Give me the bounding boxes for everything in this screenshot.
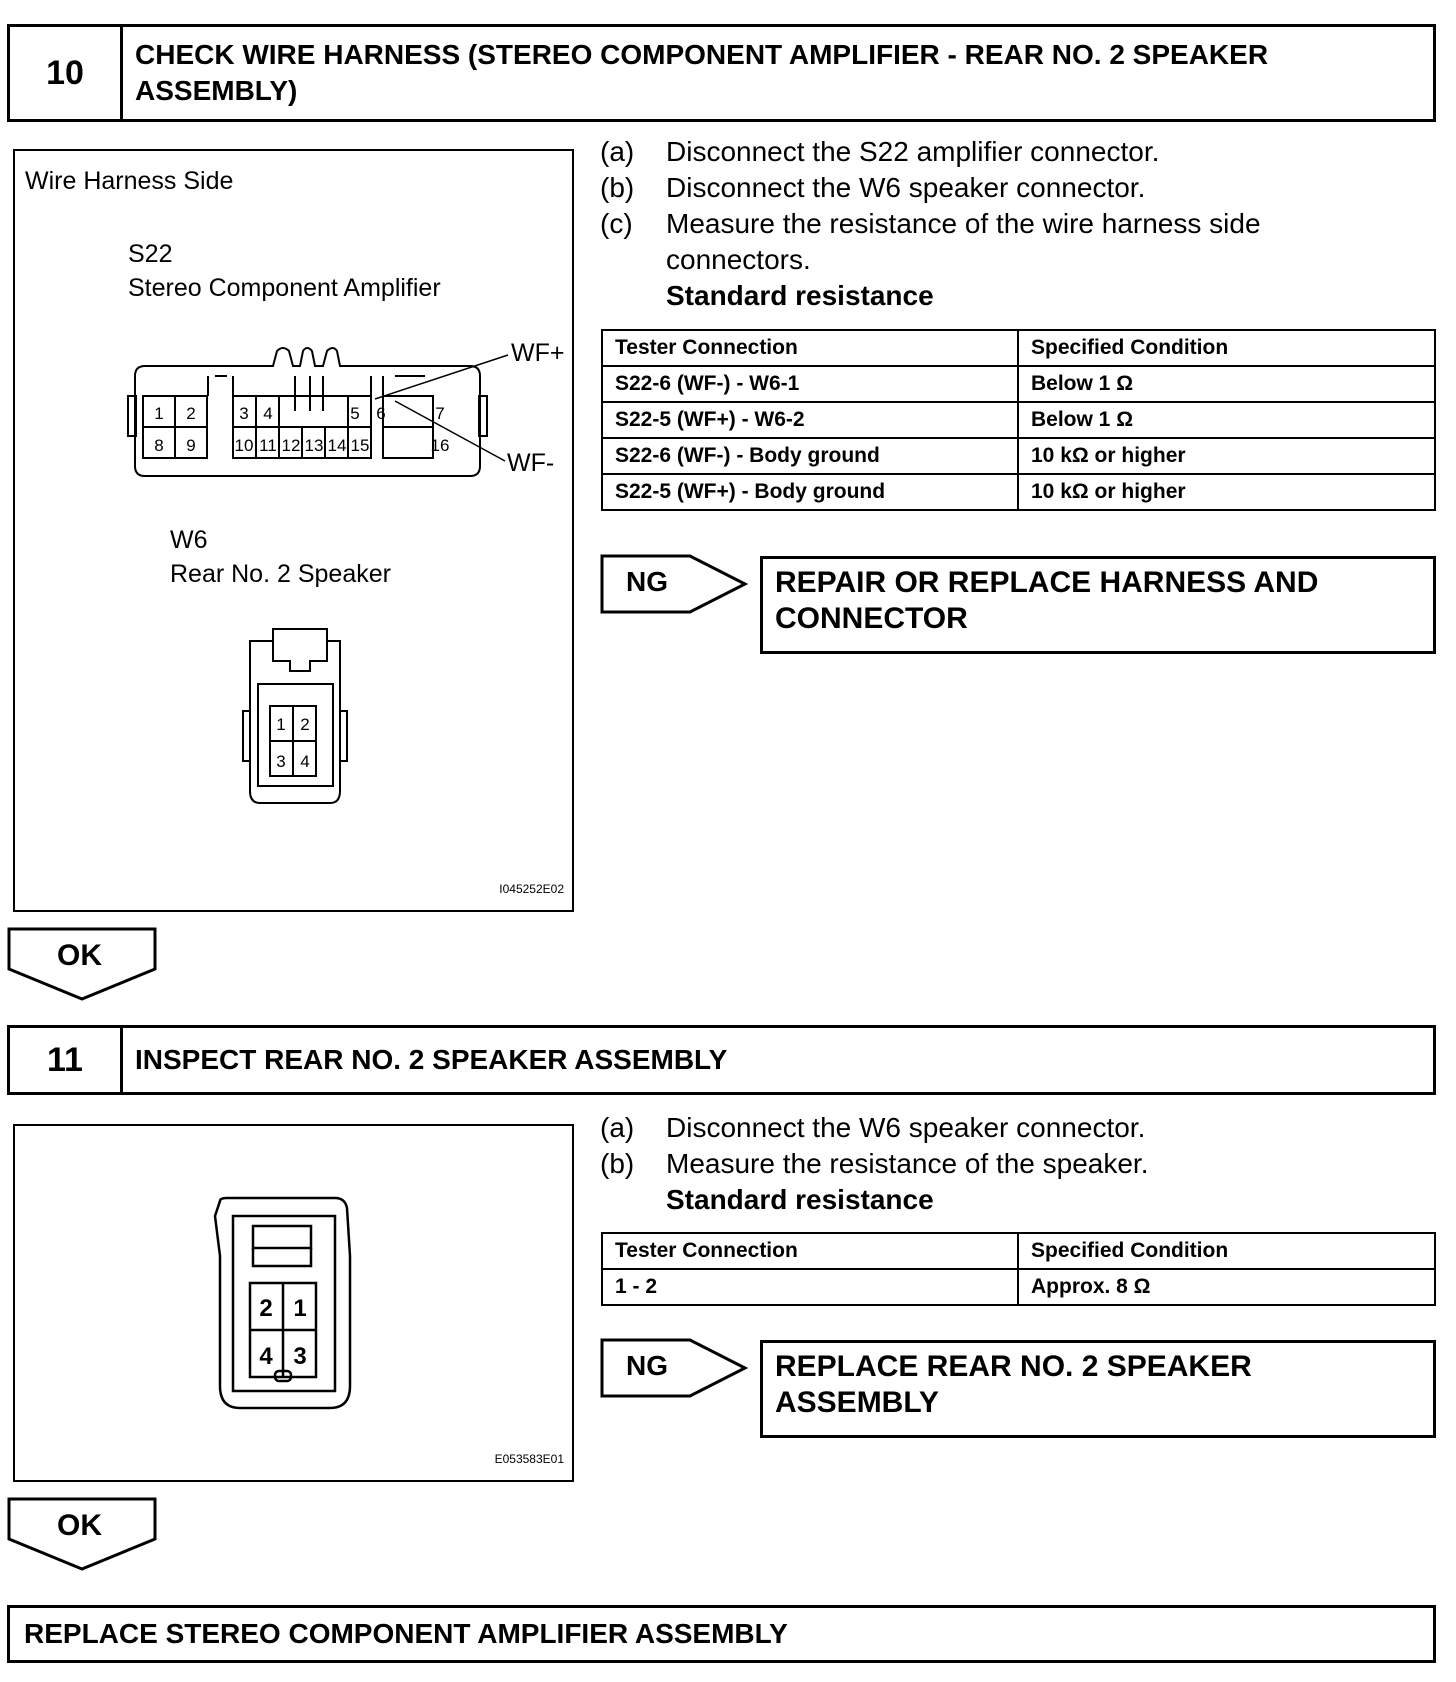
ok-label: OK	[57, 939, 102, 972]
final-action-box	[7, 1605, 1436, 1663]
table-header-cell: Specified Condition	[1018, 330, 1435, 366]
speaker-pin: 3	[293, 1343, 307, 1370]
instruction-item: (a) Disconnect the S22 amplifier connector.	[600, 136, 1160, 167]
s22-name-label: Stereo Component Amplifier	[128, 274, 441, 302]
table-row: S22-5 (WF+) - Body ground 10 kΩ or higher	[602, 474, 1435, 510]
wire-harness-side-label: Wire Harness Side	[25, 167, 234, 195]
s22-pin: 6	[376, 404, 386, 423]
s22-pin: 14	[327, 436, 347, 455]
step-title: CHECK WIRE HARNESS (STEREO COMPONENT AMPLIFIER - REAR NO. 2 SPEAKER ASSEMBLY)	[135, 39, 1269, 106]
instruction-item: (a) Disconnect the W6 speaker connector.	[600, 1112, 1146, 1143]
s22-pin: 3	[239, 404, 249, 423]
s22-pin: 8	[154, 436, 164, 455]
connector-diagram	[15, 151, 572, 910]
step-10-figure	[13, 149, 574, 912]
s22-pin: 10	[234, 436, 254, 455]
instruction-item: (c) Measure the resistance of the wire harness side	[600, 208, 1261, 239]
s22-pin: 7	[435, 404, 445, 423]
standard-resistance-label: Standard resistance	[666, 1184, 934, 1215]
s22-pin: 12	[281, 436, 301, 455]
s22-pin: 15	[350, 436, 370, 455]
w6-code-label: W6	[170, 526, 208, 554]
s22-pin: 2	[186, 404, 196, 423]
instruction-item: (b) Measure the resistance of the speaker.	[600, 1148, 1149, 1179]
ng-label: NG	[626, 566, 668, 597]
s22-pin: 9	[186, 436, 196, 455]
s22-connector-icon	[128, 348, 508, 476]
standard-resistance-label: Standard resistance	[666, 280, 934, 311]
step-10-header	[7, 24, 1436, 122]
table-header-row	[602, 1233, 1435, 1269]
step-11-figure	[13, 1124, 574, 1482]
s22-pin: 16	[430, 436, 450, 455]
table-header-row	[602, 330, 1435, 366]
speaker-pin: 1	[293, 1295, 307, 1322]
ng-label: NG	[626, 1350, 668, 1381]
wf-minus-label: WF-	[507, 449, 555, 477]
step-11-instructions	[600, 1110, 1400, 1218]
step-title: INSPECT REAR NO. 2 SPEAKER ASSEMBLY	[135, 1044, 728, 1075]
final-action-text: REPLACE STEREO COMPONENT AMPLIFIER ASSEMBLY	[24, 1618, 788, 1649]
table-header-cell: Tester Connection	[602, 330, 1018, 366]
w6-pin: 1	[276, 715, 286, 734]
wf-plus-label: WF+	[511, 339, 565, 367]
step-10-spec-table	[601, 329, 1436, 511]
w6-name-label: Rear No. 2 Speaker	[170, 560, 391, 588]
step-11-spec-table	[601, 1232, 1436, 1306]
s22-pin: 13	[304, 436, 324, 455]
table-row: 1 - 2 Approx. 8 Ω	[602, 1269, 1435, 1305]
step-number: 10	[10, 27, 123, 119]
s22-pin: 5	[350, 404, 360, 423]
ng-arrow-icon	[600, 554, 750, 614]
s22-pin: 1	[154, 404, 164, 423]
instruction-item: (b) Disconnect the W6 speaker connector.	[600, 172, 1146, 203]
ng-result-box	[760, 1340, 1436, 1438]
speaker-pin: 2	[259, 1295, 273, 1322]
instruction-item: connectors.	[666, 244, 811, 275]
figure-id: E053583E01	[494, 1452, 564, 1466]
table-header-cell: Specified Condition	[1018, 1233, 1435, 1269]
table-row: S22-6 (WF-) - W6-1 Below 1 Ω	[602, 366, 1435, 402]
step-10-instructions	[600, 134, 1400, 314]
table-row: S22-6 (WF-) - Body ground 10 kΩ or higher	[602, 438, 1435, 474]
s22-pin: 4	[263, 404, 273, 423]
s22-pin: 11	[259, 436, 277, 455]
speaker-connector-diagram	[15, 1126, 572, 1480]
w6-connector-icon	[243, 629, 347, 803]
ng-result-box	[760, 556, 1436, 654]
table-header-cell: Tester Connection	[602, 1233, 1018, 1269]
speaker-pin: 4	[259, 1343, 273, 1370]
table-row: S22-5 (WF+) - W6-2 Below 1 Ω	[602, 402, 1435, 438]
step-number: 11	[10, 1028, 123, 1092]
ok-label: OK	[57, 1509, 102, 1542]
w6-pin: 2	[300, 715, 310, 734]
ng-result-text: REPLACE REAR NO. 2 SPEAKER ASSEMBLY	[775, 1350, 1252, 1419]
figure-id: I045252E02	[499, 882, 564, 896]
w6-pin: 3	[276, 752, 286, 771]
ng-result-text: REPAIR OR REPLACE HARNESS AND CONNECTOR	[775, 566, 1319, 635]
step-11-header	[7, 1025, 1436, 1095]
s22-code-label: S22	[128, 240, 173, 268]
ng-arrow-icon	[600, 1338, 750, 1398]
w6-pin: 4	[300, 752, 310, 771]
speaker-connector-icon	[215, 1198, 350, 1408]
